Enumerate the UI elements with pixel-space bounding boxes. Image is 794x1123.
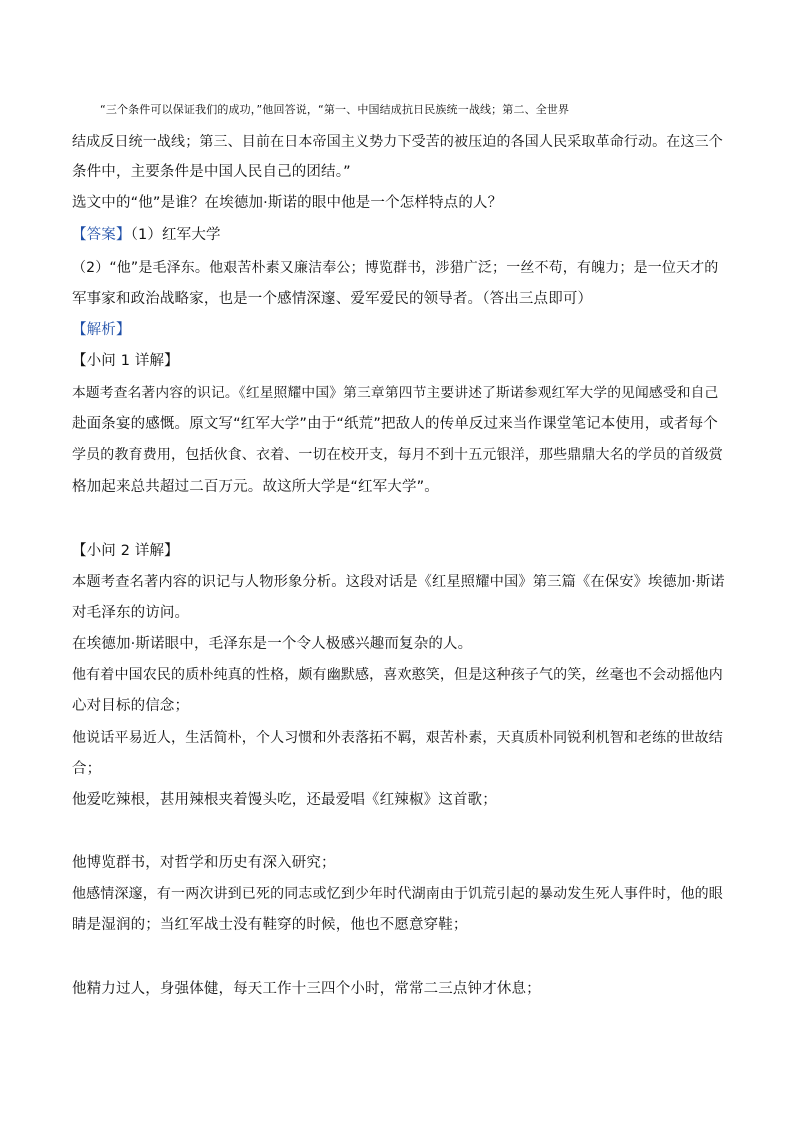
sub2-line-2: 对毛泽东的访问。 xyxy=(72,605,190,621)
answer-part-1: （1）红军大学 xyxy=(130,227,221,243)
sub-question-1-label: 【小问 1 详解】 xyxy=(72,353,179,369)
sub2-line-8: 他爱吃辣根，甚用辣根夹着馒头吃，还最爱唱《红辣椒》这首歌； xyxy=(72,792,497,808)
sub2-line-7: 合； xyxy=(72,761,102,777)
answer-part-2-line-1: （2）“他”是毛泽东。他艰苦朴素又廉洁奉公；博览群书，涉猎广泛；一丝不苟，有魄力；是一位天才的 xyxy=(72,260,719,276)
sub2-line-3: 在埃德加·斯诺眼中，毛泽东是一个令人极感兴趣而复杂的人。 xyxy=(72,636,473,652)
question-text: 选文中的“他”是谁？在埃德加·斯诺的眼中他是一个怎样特点的人？ xyxy=(72,195,503,211)
passage-line-3: 条件中，主要条件是中国人民自己的团结。” xyxy=(72,164,351,180)
sub1-line-2: 赴面条宴的感慨。原文写“红军大学”由于“纸荒”把敌人的传单反过来当作课堂笔记本使用，或者每个 xyxy=(72,416,718,432)
sub2-line-9: 他博览群书，对哲学和历史有深入研究； xyxy=(72,855,336,871)
analysis-label: 【解析】 xyxy=(72,322,131,338)
sub2-line-5: 心对目标的信念； xyxy=(72,698,190,714)
passage-line-1: “三个条件可以保证我们的成功，”他回答说，“第一、中国结成抗日民族统一战线；第二、全世界 xyxy=(100,103,570,116)
sub2-line-11: 睛是湿润的；当红军战士没有鞋穿的时候，他也不愿意穿鞋； xyxy=(72,917,468,933)
sub1-line-4: 格加起来总共超过二百万元。故这所大学是“红军大学”。 xyxy=(72,479,439,495)
sub2-line-6: 他说话平易近人，生活简朴，个人习惯和外表落拓不羁，艰苦朴素，天真质朴同锐利机智和老练的世故结 xyxy=(72,730,723,746)
sub-question-2-label: 【小问 2 详解】 xyxy=(72,543,179,559)
sub1-line-1: 本题考查名著内容的识记。《红星照耀中国》第三章第四节主要讲述了斯诺参观红军大学的见闻感受和自己 xyxy=(72,385,719,401)
sub1-line-3: 学员的教育费用，包括伙食、衣着、一切在校开支，每月不到十五元银洋，那些鼎鼎大名的学员的首级赏 xyxy=(72,447,723,463)
sub2-line-10: 他感情深邃，有一两次讲到已死的同志或忆到少年时代湖南由于饥荒引起的暴动发生死人事件时，他的眼 xyxy=(72,886,723,902)
sub2-line-4: 他有着中国农民的质朴纯真的性格，颇有幽默感，喜欢憨笑，但是这种孩子气的笑，丝毫也不会动摇他内 xyxy=(72,667,723,683)
sub2-line-12: 他精力过人，身强体健，每天工作十三四个小时，常常二三点钟才休息； xyxy=(72,981,541,997)
answer-block xyxy=(72,225,728,245)
answer-part-2-line-2: 军事家和政治战略家，也是一个感情深邃、爱军爱民的领导者。（答出三点即可） xyxy=(72,291,593,307)
sub2-line-1: 本题考查名著内容的识记与人物形象分析。这段对话是《红星照耀中国》第三篇《在保安》埃德加·斯诺 xyxy=(72,574,725,590)
answer-label: 【答案】 xyxy=(72,227,131,243)
passage-line-2: 结成反日统一战线；第三、目前在日本帝国主义势力下受苦的被压迫的各国人民采取革命行动。在这三个 xyxy=(72,134,723,150)
